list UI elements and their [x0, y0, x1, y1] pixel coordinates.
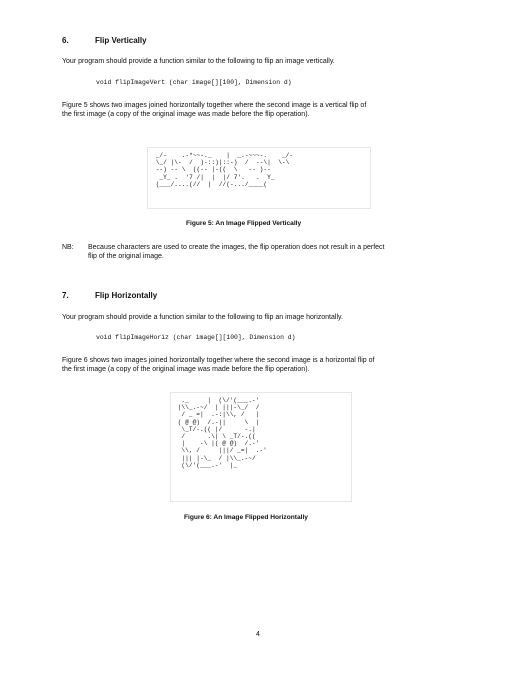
note-label: NB:: [62, 244, 74, 251]
page-number: 4: [256, 631, 260, 638]
section-7-title: Flip Horizontally: [95, 291, 158, 300]
figure-6-image: [170, 392, 352, 502]
figure-5-image: [147, 147, 371, 209]
note-line-1: Because characters are used to create the images, the flip operation does not result in a perfect: [88, 244, 385, 251]
section-6-number: 6.: [62, 36, 69, 45]
section-6-title: Flip Vertically: [95, 36, 147, 45]
figure-5-caption: Figure 5: An Image Flipped Vertically: [186, 220, 302, 227]
section-6-description-line-1: Figure 5 shows two images joined horizontally together where the second image is a vertical flip of: [62, 102, 367, 109]
figure-6-ascii-art: ._ | (\/'(___.-' |\\_.-~/ | |||-\_/ / / _ =| .-:|\\, / | ( @ @) /.-|| \ | \_T/-.(( |/ -.| / .\| \ _T/-.(( | -\ |( @ @) /.-' \\, / |||/ _=| .-' ||| |-\_ / |\\_.-~/ (\/'(___.-' |_: [177, 397, 267, 469]
section-7-number: 7.: [62, 291, 69, 300]
section-7-code: void flipImageHoriz (char image[][100], Dimension d): [96, 334, 296, 341]
section-6-intro: Your program should provide a function similar to the following to flip an image vertically.: [62, 58, 335, 65]
figure-5-ascii-art: _/- .-*~~-._ | _.-~~~-. _/- \_/ |\- / )-::)|::-) / --\| \-\ --) -- \ ((-- |-(( \ -- )-- _Y_ . '7 /| | |/ 7'. . Y_ (___/....(// | //(-.../____(: [155, 152, 294, 188]
section-6-code: void flipImageVert (char image[][100], Dimension d): [96, 79, 292, 86]
section-7-description-line-2: the first image (a copy of the original image was made before the flip operation).: [62, 366, 310, 373]
section-7-description-line-1: Figure 6 shows two images joined horizontally together where the second image is a horizontal flip of: [62, 357, 375, 364]
figure-6-caption: Figure 6: An Image Flipped Horizontally: [184, 514, 308, 521]
section-6-description-line-2: the first image (a copy of the original image was made before the flip operation).: [62, 111, 310, 118]
section-7-intro: Your program should provide a function similar to the following to flip an image horizontally.: [62, 314, 343, 321]
note-line-2: flip of the original image.: [88, 253, 164, 260]
